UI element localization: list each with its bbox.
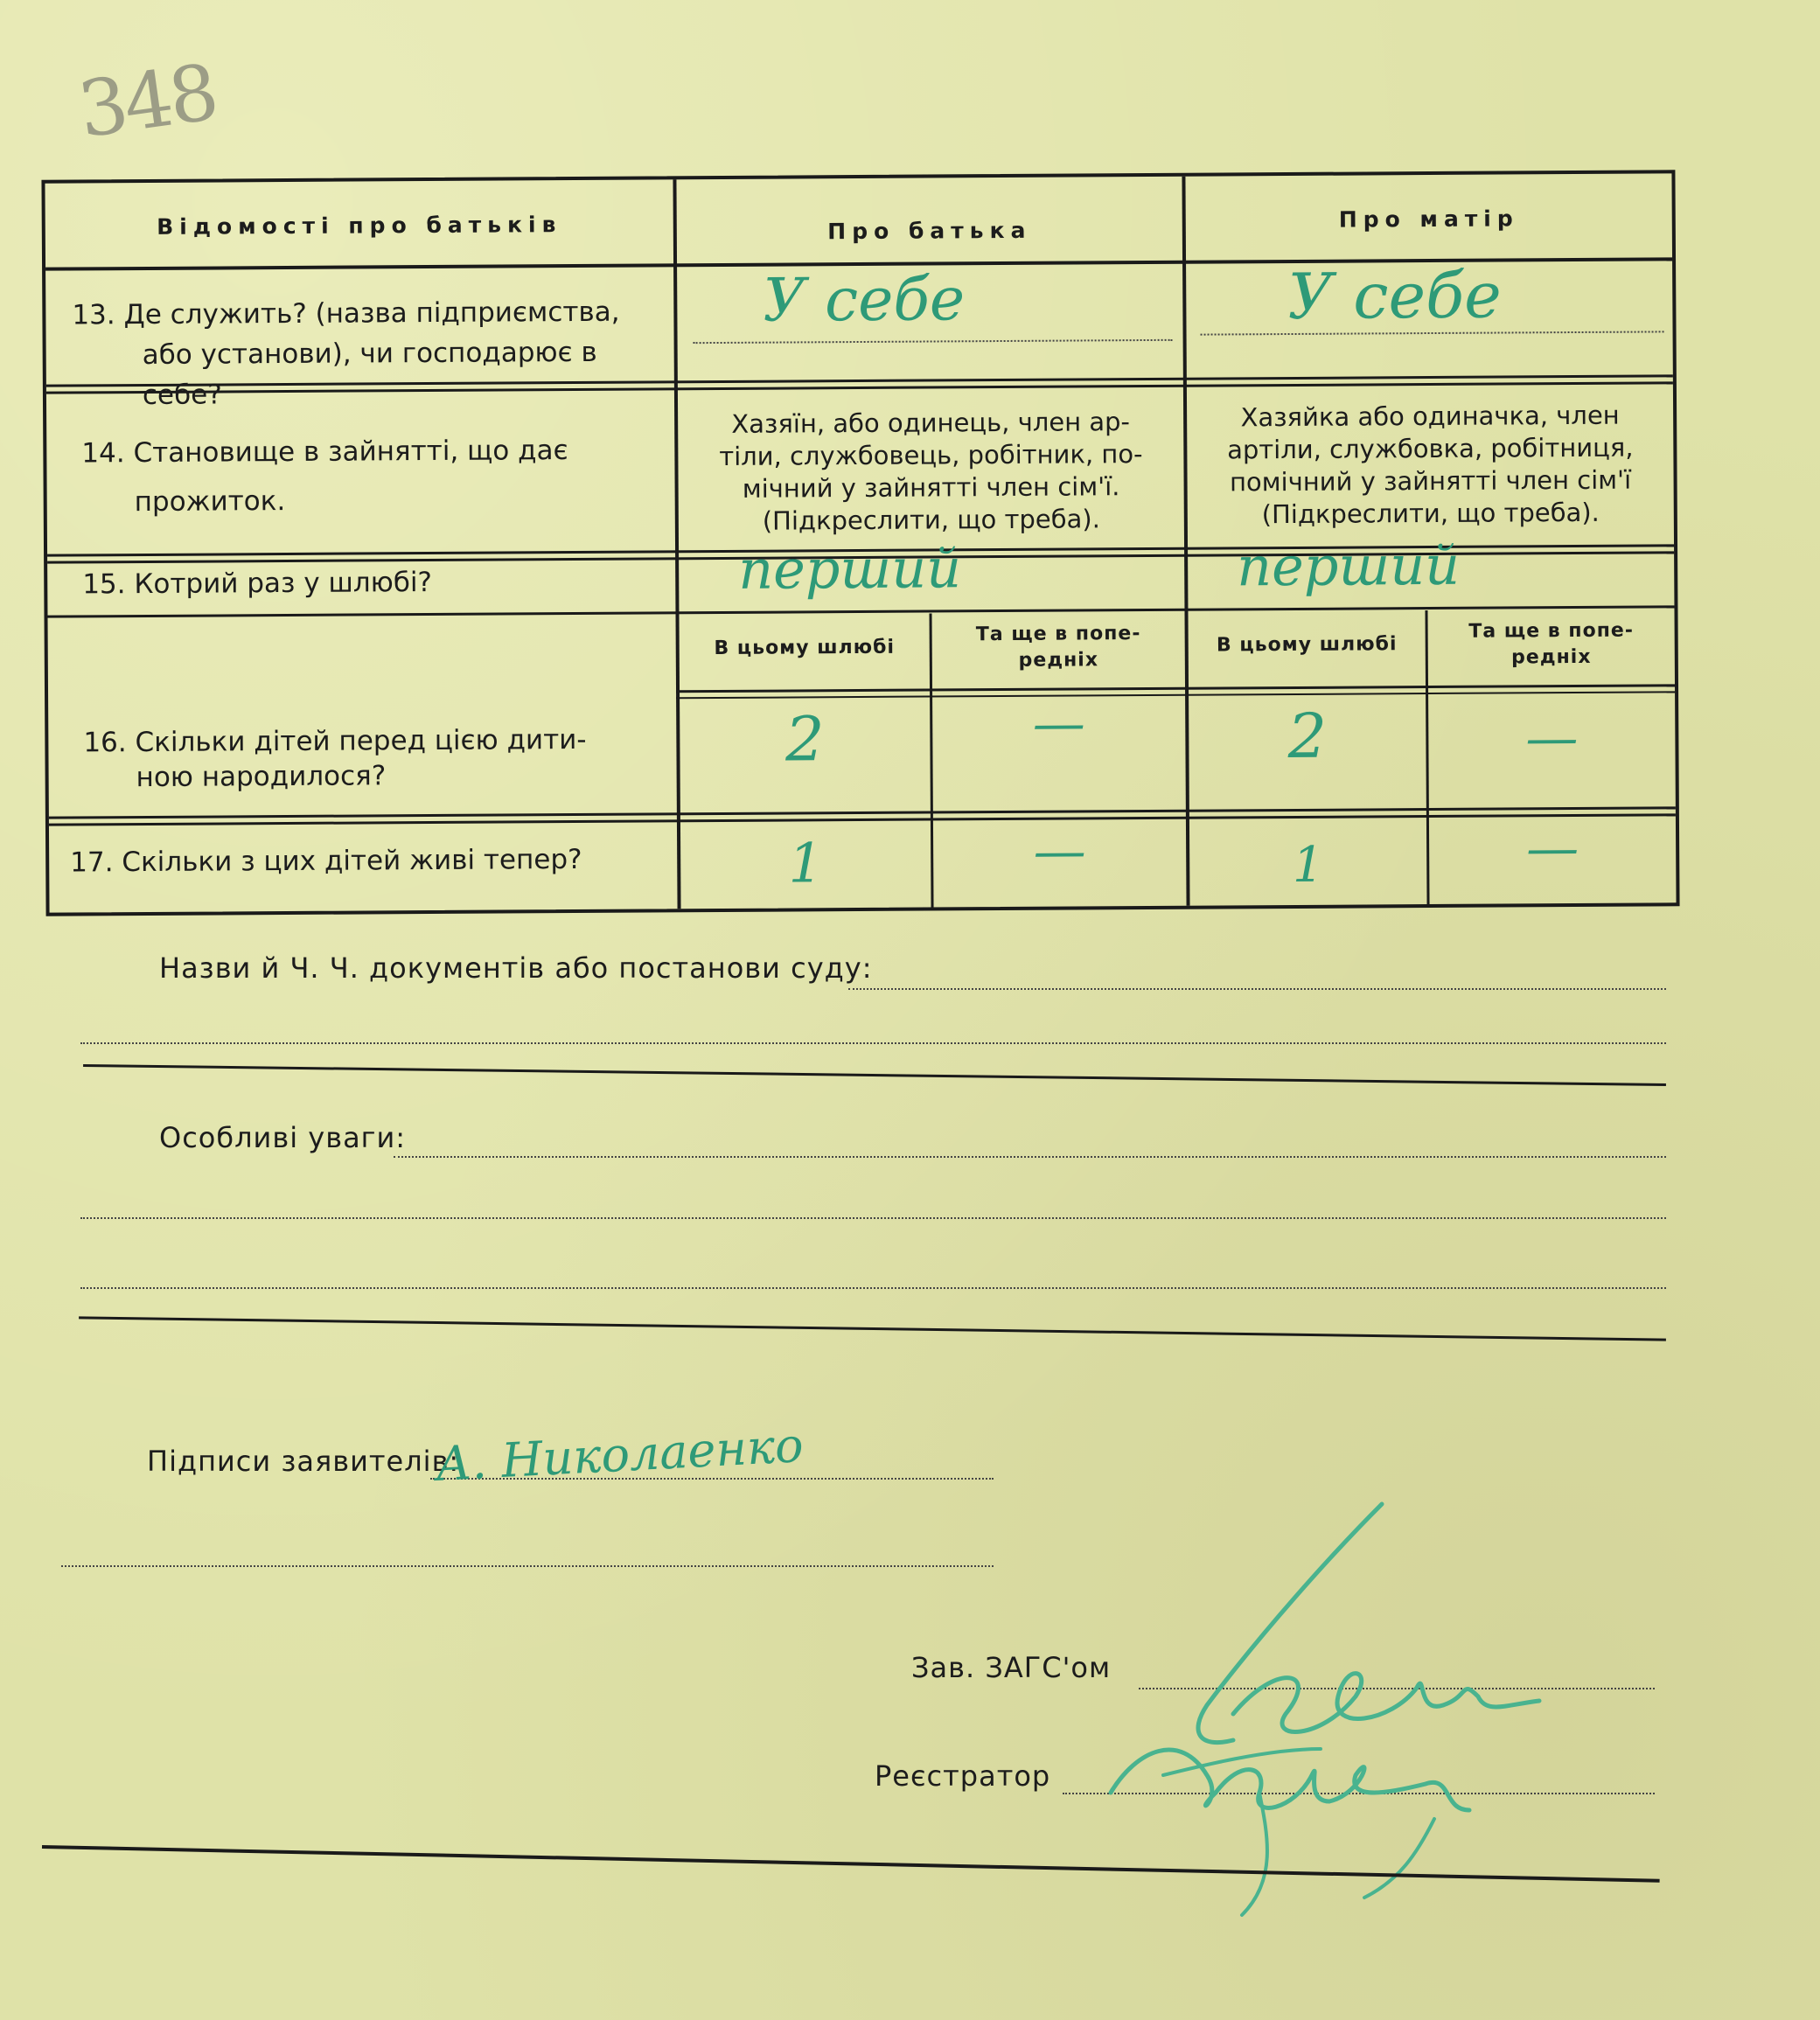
q16-mother-prev: — [1525,707,1579,770]
q13-mother-answer: У себе [1287,258,1502,334]
header-mother: Про матір [1338,205,1519,233]
archive-number: 348 [73,46,221,156]
q13-father-answer: У себе [763,265,966,336]
applicant-signature: А. Николаенко [434,1417,805,1492]
subheader-father-previous: Та ще в попе- редніх [975,623,1141,672]
q15-father-answer: перший [737,536,962,602]
section-divider [79,1316,1666,1341]
q16-mother-this: 2 [1287,700,1328,773]
q14-father-options: Хазяїн, або одинець, член ар- тіли, службовець, робітник, по- мічний у зайнятті член сім'ї. (Підкреслити, що треба). [719,407,1143,536]
q15-mother-answer: перший [1236,533,1461,599]
q17-mother-this: 1 [1292,836,1324,894]
q17-father-this: 1 [788,831,824,895]
signatures-label: Підписи заявителів: [147,1445,460,1478]
subheader-father-this-marriage: В цьому шлюбі [714,636,896,660]
q13-label: 13. Де служить? (назва підприємства, або установи), чи господарює в себе? [72,296,620,412]
registrar-label: Реєстратор [875,1759,1051,1793]
q16-label: 16. Скільки дітей перед цією дити- ною народилося? [83,723,587,794]
q17-label: 17. Скільки з цих дітей живі тепер? [70,843,582,879]
registrar-signature [1102,1679,1522,1941]
documents-field [848,988,1666,990]
header-parents-info: Відомості про батьків [157,212,562,240]
q14-label: 14. Становище в зайнятті, що дає прожиток. [81,435,568,519]
subheader-mother-this-marriage: В цьому шлюбі [1216,633,1398,657]
q16-father-prev: — [1032,693,1085,755]
q15-label: 15. Котрий раз у шлюбі? [82,566,433,601]
subheader-mother-previous: Та ще в попе- редніх [1468,619,1634,669]
q17-father-prev: — [1033,820,1086,882]
section-divider [83,1064,1666,1086]
q16-father-this: 2 [784,703,825,776]
parents-info-table [41,170,1679,916]
header-father: Про батька [827,217,1032,245]
remarks-label: Особливі уваги: [159,1121,407,1154]
head-label: Зав. ЗАГС'ом [911,1651,1112,1684]
q14-mother-options: Хазяйка або одиначка, член артіли, службовка, робітниця, помічний у зайнятті член сім'ї (Підкреслити, що треба). [1227,400,1634,530]
documents-label: Назви й Ч. Ч. документів або постанови суду: [159,951,873,985]
remarks-field [394,1156,1666,1158]
q17-mother-prev: — [1525,817,1579,880]
